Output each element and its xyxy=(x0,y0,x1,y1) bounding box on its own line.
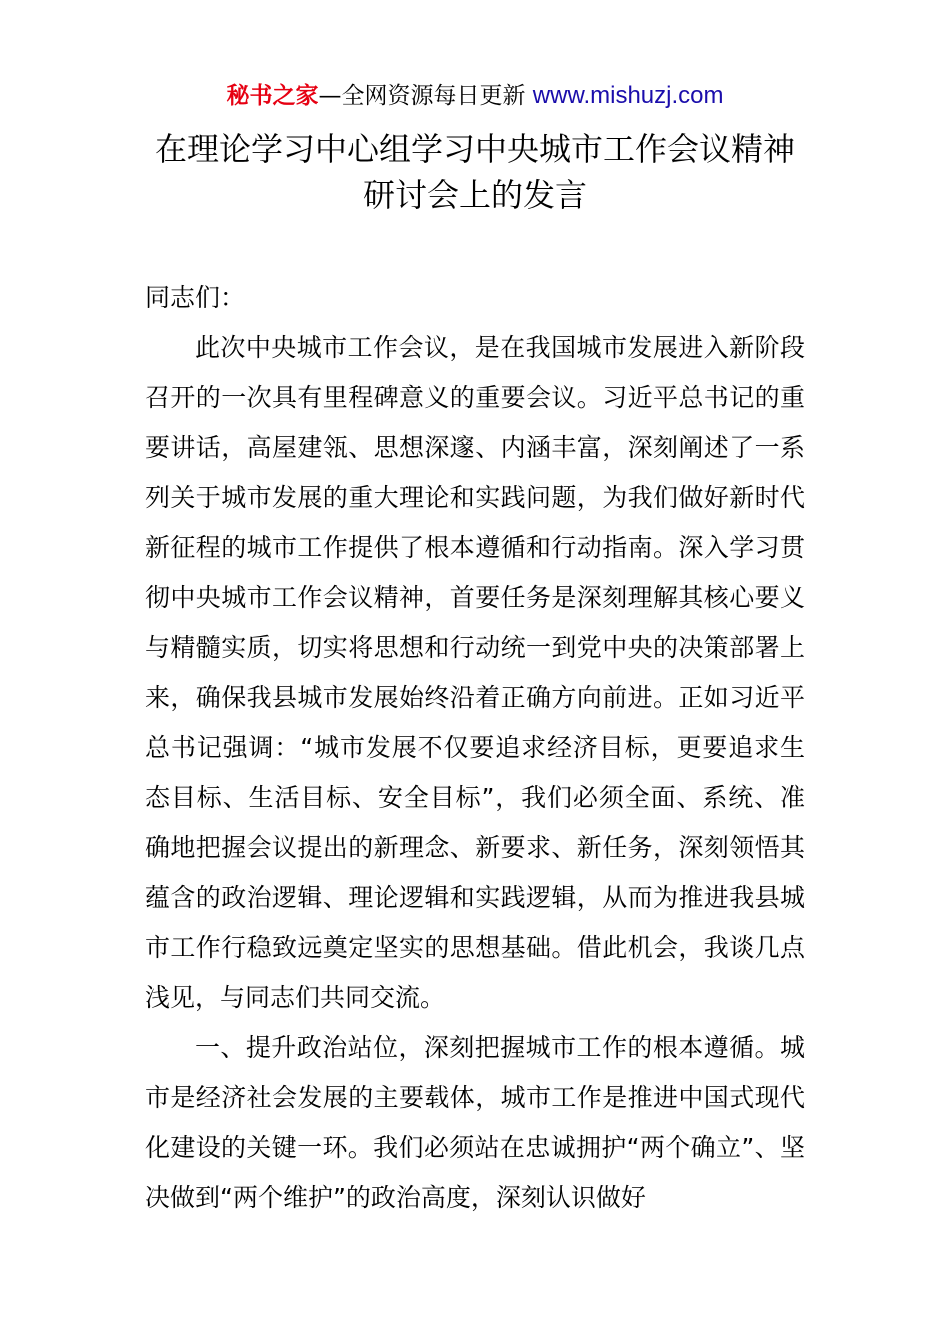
site-header xyxy=(0,80,950,112)
site-url-link[interactable]: www.mishuzj.com xyxy=(532,82,724,109)
salutation: 同志们： xyxy=(145,283,246,312)
site-tagline: —全网资源每日更新 xyxy=(318,83,533,109)
document-body xyxy=(145,273,805,1223)
title-line-2: 研讨会上的发言 xyxy=(362,176,587,214)
paragraph-1: 此次中央城市工作会议，是在我国城市发展进入新阶段召开的一次具有里程碑意义的重要会议。习近平总书记的重要讲话，高屋建瓴、思想深邃、内涵丰富，深刻阐述了一系列关于城市发展的重大理论和实践问题，为我们做好新时代新征程的城市工作提供了根本遵循和行动指南。深入学习贯彻中央城市工作会议精神，首要任务是深刻理解其核心要义与精髓实质，切实将思想和行动统一到党中央的决策部署上来，确保我县城市发展始终沿着正确方向前进。正如习近平总书记强调：“城市发展不仅要追求经济目标，更要追求生态目标、生活目标、安全目标”，我们必须全面、系统、准确地把握会议提出的新理念、新要求、新任务，深刻领悟其蕴含的政治逻辑、理论逻辑和实践逻辑，从而为推进我县城市工作行稳致远奠定坚实的思想基础。借此机会，我谈几点浅见，与同志们共同交流。 xyxy=(145,333,805,1012)
document-title xyxy=(0,126,950,218)
title-line-1: 在理论学习中心组学习中央城市工作会议精神 xyxy=(154,130,795,168)
paragraph-2: 一、提升政治站位，深刻把握城市工作的根本遵循。城市是经济社会发展的主要载体，城市工作是推进中国式现代化建设的关键一环。我们必须站在忠诚拥护“两个确立”、坚决做到“两个维护”的政治高度，深刻认识做好 xyxy=(145,1033,805,1212)
site-brand: 秘书之家 xyxy=(226,83,319,109)
